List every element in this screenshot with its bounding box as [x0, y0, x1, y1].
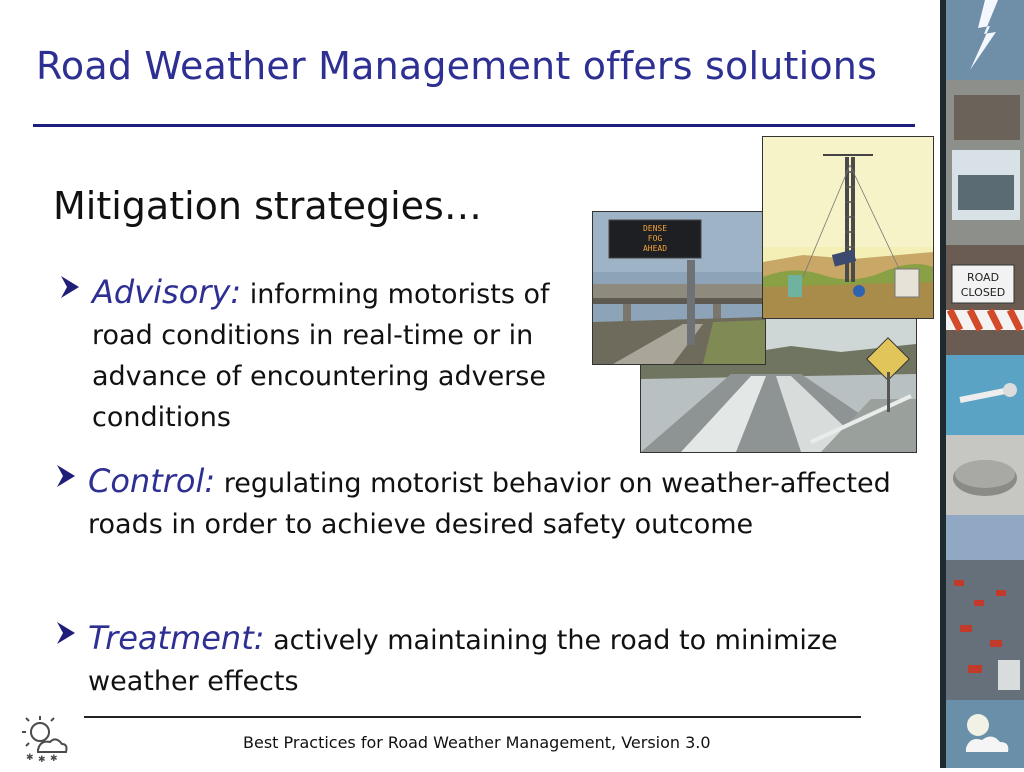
bullet-term: Treatment — [88, 619, 254, 657]
arrow-bullet-icon — [54, 462, 78, 490]
bullet-advisory — [92, 272, 582, 438]
bullet-colon: : — [253, 619, 265, 657]
sign-line-3: AHEAD — [642, 244, 668, 253]
svg-text:✱: ✱ — [38, 755, 46, 764]
decorative-image-strip — [940, 0, 1024, 768]
weather-logo-icon — [18, 712, 70, 764]
sign-line-1: DENSE — [642, 224, 668, 233]
weather-station-photo — [762, 136, 934, 319]
bullet-term: Advisory — [92, 273, 231, 311]
svg-text:✱: ✱ — [26, 753, 34, 763]
road-closed-line-2: CLOSED — [960, 286, 1006, 299]
footer-divider — [84, 716, 861, 718]
bullet-text: regulating motorist behavior on weather-affected roads in order to achieve desired safety outcome — [88, 468, 891, 540]
bullet-colon: : — [230, 273, 242, 311]
bullet-text: actively maintaining the road to minimize weather effects — [88, 625, 838, 697]
arrow-bullet-icon — [58, 273, 82, 301]
slide-title: Road Weather Management offers solutions — [36, 44, 878, 88]
sign-line-2: FOG — [647, 234, 663, 243]
bullet-term: Control — [88, 462, 205, 500]
svg-text:✱: ✱ — [50, 754, 58, 764]
arrow-bullet-icon — [54, 619, 78, 647]
bullet-control — [88, 461, 918, 545]
section-heading: Mitigation strategies… — [53, 184, 482, 228]
bullet-treatment — [88, 618, 918, 702]
road-closed-line-1: ROAD — [966, 271, 1000, 284]
footer-text: Best Practices for Road Weather Management, Version 3.0 — [243, 733, 711, 752]
bullet-text: informing motorists of road conditions in real-time or in advance of encountering adverse conditions — [92, 279, 550, 433]
title-divider — [33, 124, 915, 127]
message-sign-photo — [592, 211, 766, 365]
bullet-colon: : — [204, 462, 216, 500]
